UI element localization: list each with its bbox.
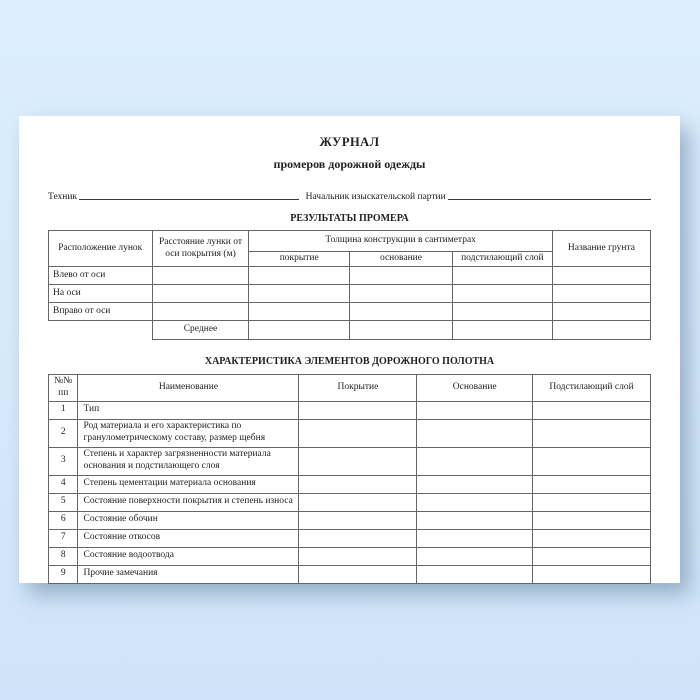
results-subheader-underlayer: подстилающий слой [452, 252, 552, 267]
row-number: 7 [49, 529, 78, 547]
table-row [49, 529, 651, 547]
row-number: 8 [49, 547, 78, 565]
results-table [48, 230, 651, 340]
row-number: 6 [49, 511, 78, 529]
blank-cell [249, 285, 350, 303]
blank-cell [452, 321, 552, 340]
blank-cell [349, 267, 452, 285]
blank-cell [452, 267, 552, 285]
blank-cell [349, 303, 452, 321]
char-header-coating: Покрытие [299, 375, 417, 402]
average-row [49, 321, 651, 340]
blank-cell [417, 475, 533, 493]
row-name: Степень цементации материала основания [78, 475, 299, 493]
blank-cell [299, 493, 417, 511]
chief-label: Начальник изыскательской партии [305, 192, 446, 202]
results-header-thickness-group: Толщина конструкции в сантиметрах [249, 231, 552, 252]
char-header-num-line1: №№ [54, 376, 73, 386]
ghost-cell [49, 321, 153, 340]
row-name: Состояние откосов [78, 529, 299, 547]
row-label: Вправо от оси [49, 303, 153, 321]
table-row [49, 285, 651, 303]
char-header-base: Основание [417, 375, 533, 402]
row-name: Тип [78, 401, 299, 419]
row-name: Состояние обочин [78, 511, 299, 529]
chief-blank-line [448, 199, 651, 200]
char-header-name: Наименование [78, 375, 299, 402]
blank-cell [249, 321, 350, 340]
blank-cell [452, 285, 552, 303]
results-subheader-coating: покрытие [249, 252, 350, 267]
results-section-title: РЕЗУЛЬТАТЫ ПРОМЕРА [290, 213, 409, 224]
table-row [49, 493, 651, 511]
blank-cell [249, 303, 350, 321]
blank-cell [349, 285, 452, 303]
blank-cell [532, 493, 650, 511]
blank-cell [417, 447, 533, 475]
char-header-num [49, 375, 78, 402]
char-header-num-line2: пп [58, 387, 69, 398]
blank-cell [299, 419, 417, 447]
blank-cell [532, 565, 650, 583]
results-header-soil: Название грунта [552, 231, 650, 267]
blank-cell [299, 447, 417, 475]
results-header-location: Расположение лунок [49, 231, 153, 267]
blank-cell [532, 511, 650, 529]
table-row [49, 547, 651, 565]
blank-cell [152, 285, 249, 303]
row-number: 4 [49, 475, 78, 493]
blank-cell [417, 529, 533, 547]
blank-cell [417, 547, 533, 565]
table-row [49, 475, 651, 493]
average-label: Среднее [152, 321, 249, 340]
blank-cell [417, 565, 533, 583]
characteristics-table [48, 374, 651, 584]
blank-cell [152, 303, 249, 321]
technician-label: Техник [48, 192, 78, 202]
table-row [49, 401, 651, 419]
row-name: Состояние поверхности покрытия и степень износа [78, 493, 299, 511]
row-number: 5 [49, 493, 78, 511]
blank-cell [299, 547, 417, 565]
table-row [49, 303, 651, 321]
characteristics-section-title: ХАРАКТЕРИСТИКА ЭЛЕМЕНТОВ ДОРОЖНОГО ПОЛОТНА [204, 356, 495, 367]
row-number: 1 [49, 401, 78, 419]
results-header-distance: Расстояние лунки от оси покрытия (м) [152, 231, 249, 267]
table-row [49, 511, 651, 529]
blank-cell [532, 547, 650, 565]
blank-cell [417, 511, 533, 529]
blank-cell [532, 447, 650, 475]
signature-line [48, 192, 651, 202]
blank-cell [299, 529, 417, 547]
blank-cell [532, 419, 650, 447]
row-label: Влево от оси [49, 267, 153, 285]
row-number: 3 [49, 447, 78, 475]
blank-cell [417, 493, 533, 511]
blank-cell [299, 475, 417, 493]
blank-cell [552, 267, 650, 285]
technician-blank-line [79, 199, 299, 200]
blank-cell [417, 419, 533, 447]
row-name: Прочие замечания [78, 565, 299, 583]
row-name: Состояние водоотвода [78, 547, 299, 565]
form-subtitle: промеров дорожной одежды [273, 157, 426, 171]
blank-cell [349, 321, 452, 340]
table-row [49, 419, 651, 447]
table-row [49, 565, 651, 583]
blank-cell [452, 303, 552, 321]
results-subheader-base: основание [349, 252, 452, 267]
blank-cell [532, 401, 650, 419]
form-title: ЖУРНАЛ [319, 135, 380, 149]
blank-cell [552, 321, 650, 340]
char-header-underlayer: Подстилающий слой [532, 375, 650, 402]
blank-cell [249, 267, 350, 285]
row-label: На оси [49, 285, 153, 303]
blank-cell [299, 511, 417, 529]
blank-cell [152, 267, 249, 285]
row-number: 9 [49, 565, 78, 583]
row-name: Род материала и его характеристика по гранулометрическому составу, размер щебня [78, 419, 299, 447]
blank-cell [552, 285, 650, 303]
row-name: Степень и характер загрязненности материала основания и подстилающего слоя [78, 447, 299, 475]
blank-cell [552, 303, 650, 321]
blank-cell [532, 475, 650, 493]
blank-cell [532, 529, 650, 547]
row-number: 2 [49, 419, 78, 447]
blank-cell [299, 401, 417, 419]
blank-cell [417, 401, 533, 419]
table-row [49, 267, 651, 285]
form-document-page [19, 116, 680, 583]
table-row [49, 447, 651, 475]
blank-cell [299, 565, 417, 583]
